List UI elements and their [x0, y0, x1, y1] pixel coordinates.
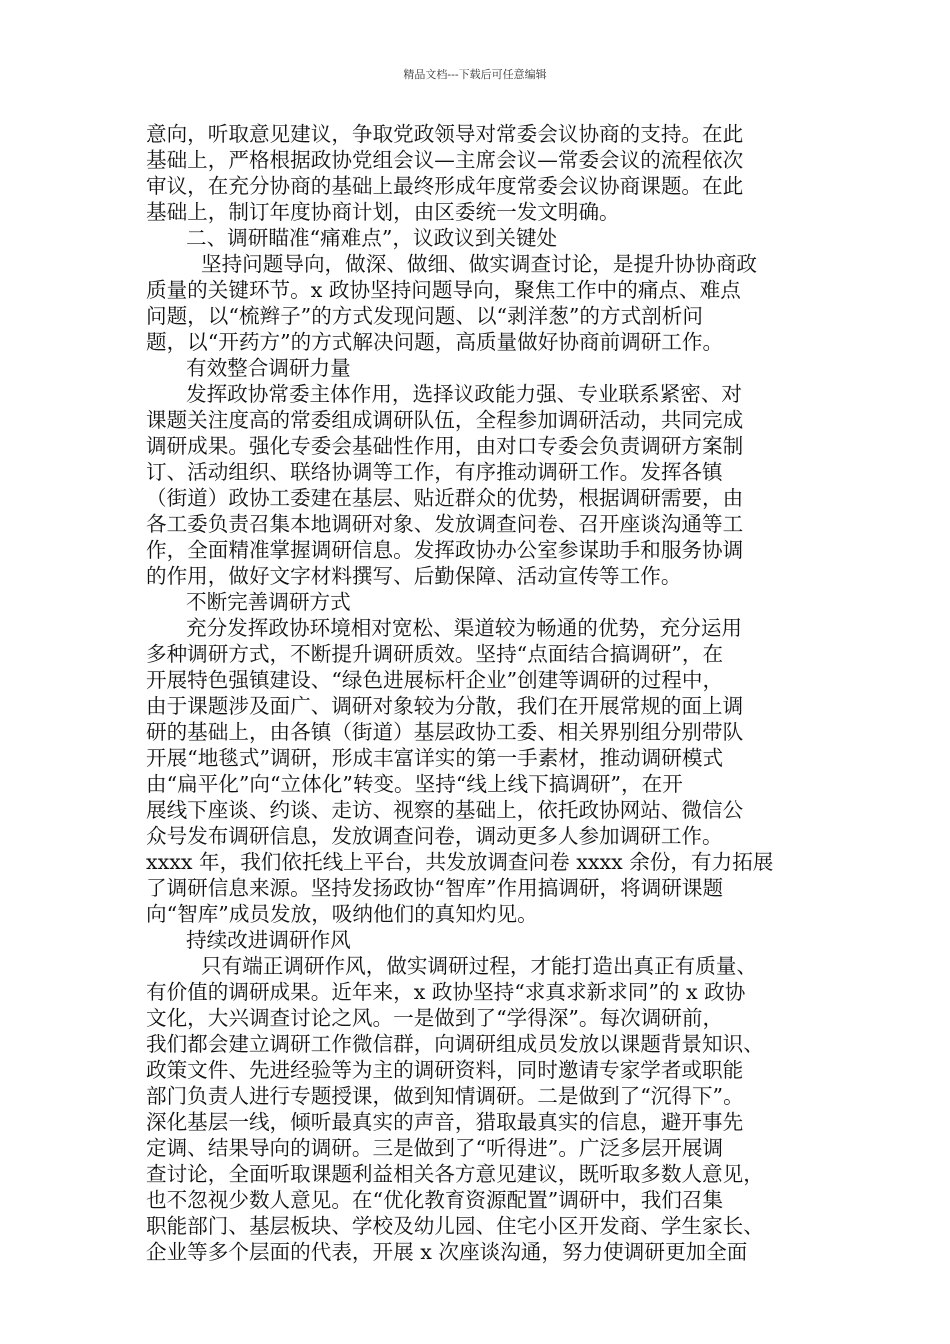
text-line: 坚持问题导向，做深、做细、做实调查讨论，是提升协协商政 [201, 252, 758, 276]
text-line: 只有端正调研作风，做实调研过程，才能打造出真正有质量、 [201, 954, 758, 978]
text-line: 由于课题涉及面广、调研对象较为分散，我们在开展常规的面上调 [146, 694, 744, 718]
text-line: 政策文件、先进经验等为主的调研资料，同时邀请专家学者或职能 [146, 1058, 744, 1082]
text-line: 二、调研瞄准“痛难点”，议政议到关键处 [186, 226, 558, 250]
text-line: 向“智库”成员发放，吸纳他们的真知灼见。 [146, 902, 538, 926]
text-line: 审议，在充分协商的基础上最终形成年度常委会议协商课题。在此 [146, 174, 744, 198]
text-line: 部门负责人进行专题授课，做到知情调研。二是做到了“沉得下”。 [146, 1084, 744, 1108]
text-line: 了调研信息来源。坚持发扬政协“智库”作用搞调研，将调研课题 [146, 876, 724, 900]
text-line: 职能部门、基层板块、学校及幼儿园、住宅小区开发商、学生家长、 [146, 1214, 764, 1238]
text-line: 定调、结果导向的调研。三是做到了“听得进”。广泛多层开展调 [146, 1136, 724, 1160]
text-line: 多种调研方式，不断提升调研质效。坚持“点面结合搞调研”，在 [146, 642, 724, 666]
text-line: 充分发挥政协环境相对宽松、渠道较为畅通的优势，充分运用 [186, 616, 743, 640]
text-line: 持续改进调研作风 [186, 928, 351, 952]
text-line: 课题关注度高的常委组成调研队伍，全程参加调研活动，共同完成 [146, 408, 744, 432]
text-line: 意向，听取意见建议，争取党政领导对常委会议协商的支持。在此 [146, 122, 744, 146]
text-line: 文化，大兴调查讨论之风。一是做到了“学得深”。每次调研前， [146, 1006, 724, 1030]
text-line: 各工委负责召集本地调研对象、发放调查问卷、召开座谈沟通等工 [146, 512, 744, 536]
text-line: 发挥政协常委主体作用，选择议政能力强、专业联系紧密、对 [186, 382, 743, 406]
text-line: 开展特色强镇建设、“绿色进展标杆企业”创建等调研的过程中， [146, 668, 724, 692]
text-line: 有价值的调研成果。近年来，x 政协坚持“求真求新求同”的 x 政协 [146, 980, 746, 1004]
text-line: xxxx 年，我们依托线上平台，共发放调查问卷 xxxx 余份，有力拓展 [146, 850, 774, 874]
document-body [146, 121, 811, 1265]
text-line: 众号发布调研信息，发放调查问卷，调动更多人参加调研工作。 [146, 824, 723, 848]
text-line: 的作用，做好文字材料撰写、后勤保障、活动宣传等工作。 [146, 564, 682, 588]
text-line: 调研成果。强化专委会基础性作用，由对口专委会负责调研方案制 [146, 434, 744, 458]
text-line: 质量的关键环节。x 政协坚持问题导向，聚焦工作中的痛点、难点 [146, 278, 741, 302]
text-line: 企业等多个层面的代表，开展 x 次座谈沟通，努力使调研更加全面 [146, 1240, 748, 1264]
text-line: 有效整合调研力量 [186, 356, 351, 380]
text-line: 查讨论，全面听取课题利益相关各方意见建议，既听取多数人意见， [146, 1162, 764, 1186]
text-line: 订、活动组织、联络协调等工作，有序推动调研工作。发挥各镇 [146, 460, 723, 484]
text-line: 我们都会建立调研工作微信群，向调研组成员发放以课题背景知识、 [146, 1032, 764, 1056]
text-line: 深化基层一线，倾听最真实的声音，猎取最真实的信息，避开事先 [146, 1110, 744, 1134]
text-line: 作，全面精准掌握调研信息。发挥政协办公室参谋助手和服务协调 [146, 538, 744, 562]
text-line: 不断完善调研方式 [186, 590, 351, 614]
text-line: 基础上，制订年度协商计划，由区委统一发文明确。 [146, 200, 620, 224]
page-header: 精品文档---下载后可任意编辑 [403, 68, 547, 81]
text-line: （街道）政协工委建在基层、贴近群众的优势，根据调研需要，由 [146, 486, 744, 510]
text-line: 也不忽视少数人意见。在“优化教育资源配置”调研中，我们召集 [146, 1188, 724, 1212]
text-line: 题，以“开药方”的方式解决问题，高质量做好协商前调研工作。 [146, 330, 724, 354]
text-line: 研的基础上，由各镇（街道）基层政协工委、相关界别组分别带队 [146, 720, 744, 744]
text-line: 由“扁平化”向“立体化”转变。坚持“线上线下搞调研”，在开 [146, 772, 683, 796]
text-line: 问题，以“梳辫子”的方式发现问题、以“剥洋葱”的方式剖析问 [146, 304, 703, 328]
text-line: 展线下座谈、约谈、走访、视察的基础上，依托政协网站、微信公 [146, 798, 744, 822]
text-line: 开展“地毯式”调研，形成丰富详实的第一手素材，推动调研模式 [146, 746, 724, 770]
text-line: 基础上，严格根据政协党组会议—主席会议—常委会议的流程依次 [146, 148, 744, 172]
